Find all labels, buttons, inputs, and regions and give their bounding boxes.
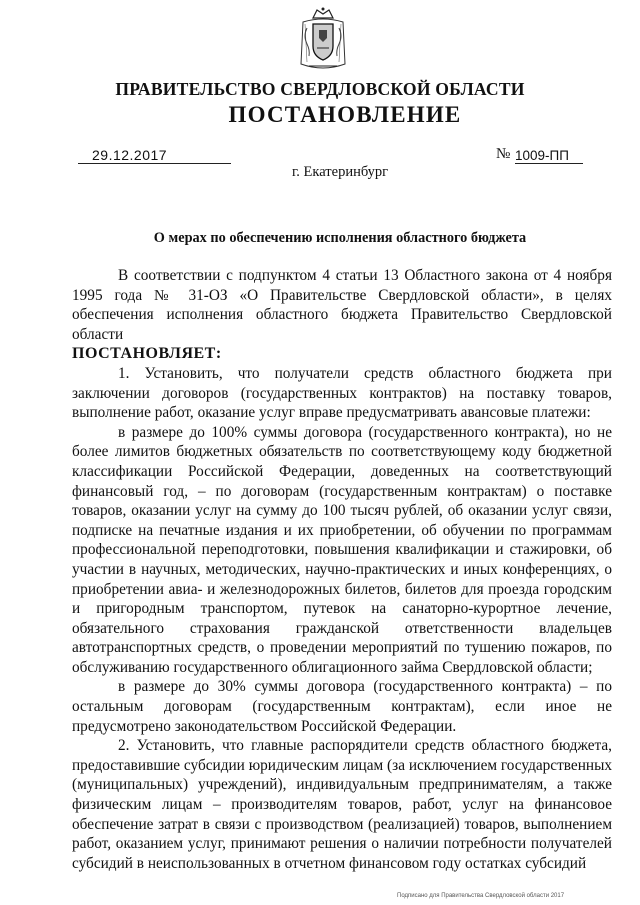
document-number: 1009-ПП	[515, 148, 583, 164]
intro-paragraph: В соответствии с подпунктом 4 статьи 13 Областного закона от 4 ноября 1995 года № 31-ОЗ «О Правительстве Свердловской области», в целях обеспечения исполнения областного бюджета Правительство Свердловской области	[72, 267, 612, 343]
coat-of-arms-icon	[295, 6, 351, 72]
paragraph-1: 1. Установить, что получатели средств областного бюджета при заключении договоров (государственных контрактов) на поставку товаров, выполнение работ, оказание услуг вправе предусматривать авансовые платежи:	[72, 364, 612, 422]
document-type: ПОСТАНОВЛЕНИЕ	[228, 102, 462, 127]
number-label: №	[496, 146, 511, 162]
paragraph-1b: в размере до 30% суммы договора (государственного контракта) – по остальным договорам (государственным контрактам), если иное не предусмотрено законодательством Российской Федерации.	[72, 678, 612, 735]
paragraph-2: 2. Установить, что главные распорядители средств областного бюджета, предоставившие субсидии юридическим лицам (за исключением государственных (муниципальных) учреждений), индивидуальным предпринимателям, а также физическим лицам – производителям товаров, работ, услуг на финансовое обеспечение затрат в связи с производством (реализацией) товаров, выполнением работ, оказанием услуг, принимают решения о наличии потребности получателей субсидий в неиспользованных в отчетном финансовом году остатках субсидий	[72, 737, 612, 872]
footer-note: Подписано для Правительства Свердловской области 2017	[397, 893, 565, 899]
decree-keyword: ПОСТАНОВЛЯЕТ:	[72, 345, 222, 363]
government-name: ПРАВИТЕЛЬСТВО СВЕРДЛОВСКОЙ ОБЛАСТИ	[115, 79, 525, 99]
paragraph-1a: в размере до 100% суммы договора (государственного контракта), но не более лимитов бюджетных обязательств по соответствующему коду бюджетной классификации Российской Федерации, доведенных на соответствующий финансовый год, – по договорам (государственным контрактам) о поставке товаров, оказании услуг на сумму до 100 тысяч рублей, об оказании услуг связи, подписке на печатные издания и их приобретении, об обучении по программам профессиональной переподготовки, повышения квалификации и стажировки, об участии в научных, методических, научно-практических и иных конференциях, о приобретении авиа- и железнодорожных билетов, билетов для проезда городским и пригородным транспортом, путевок на санаторно-курортное лечение, обязательного страхования гражданской ответственности владельцев автотранспортных средств, о проведении мероприятий по тушению пожаров, по обслуживанию государственного облигационного займа Свердловской области;	[72, 423, 612, 676]
document-body	[72, 266, 612, 873]
document-date: 29.12.2017	[78, 147, 231, 164]
city: г. Екатеринбург	[292, 164, 389, 180]
document-title: О мерах по обеспечению исполнения областного бюджета	[153, 230, 527, 246]
